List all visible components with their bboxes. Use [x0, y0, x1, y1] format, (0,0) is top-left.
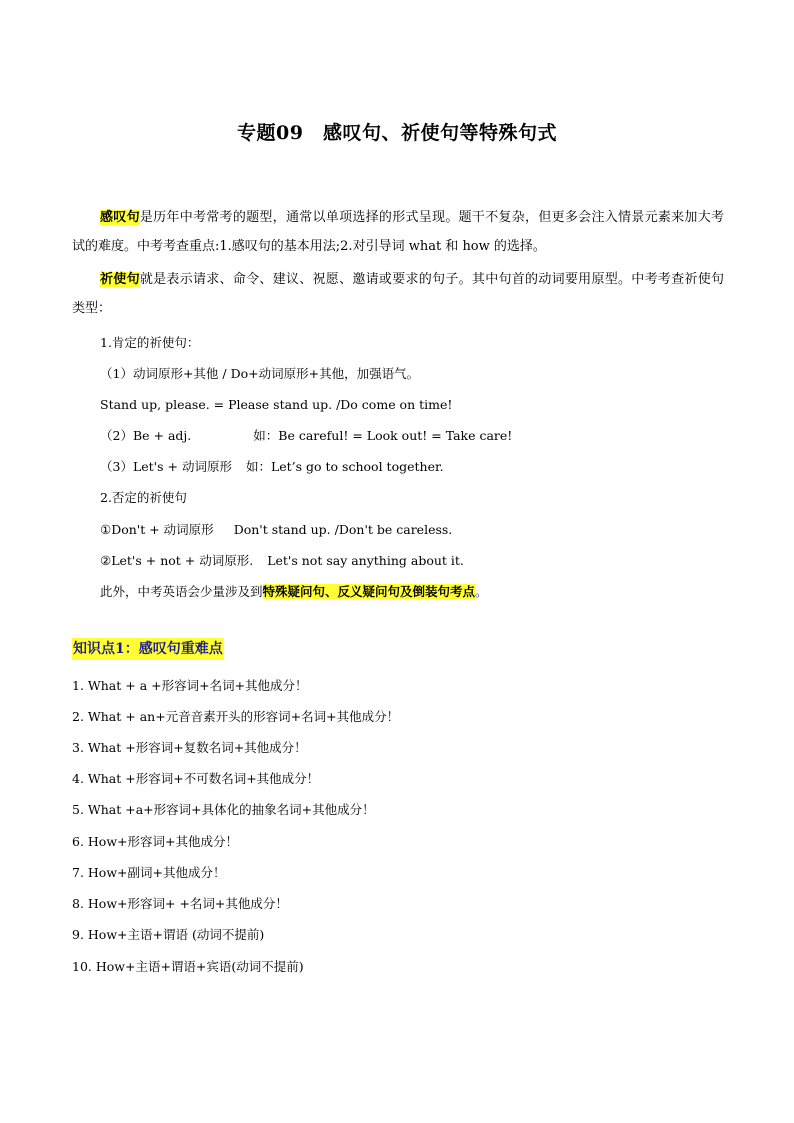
- neg-2-example: Let's not say anything about it.: [267, 553, 464, 568]
- neg-2-pattern: ②Let's + not + 动词原形.: [100, 553, 254, 568]
- highlight-imperative: 祈使句: [100, 272, 140, 287]
- list-item: 4. What +形容词+不可数名词+其他成分！: [72, 771, 320, 786]
- intro-paragraph-imperative: [72, 265, 724, 323]
- negative-rule-2: [100, 551, 464, 571]
- intro-paragraph-exclamatory: [72, 203, 724, 261]
- list-item: 10. How+主语+谓语+宾语(动词不提前): [72, 959, 304, 974]
- extra-note: [100, 582, 488, 602]
- negative-rule-1: [100, 520, 452, 540]
- affirmative-rule-2: [100, 426, 512, 446]
- list-item: 9. How+主语+谓语 (动词不提前): [72, 927, 265, 942]
- affirmative-rule-3: [100, 457, 444, 477]
- extra-note-end: 。: [475, 584, 488, 599]
- neg-1-pattern: ①Don't + 动词原形: [100, 522, 214, 537]
- extra-note-text: 此外，中考英语会少量涉及到: [100, 584, 263, 599]
- section-heading-exclamatory: 知识点1：感叹句重难点: [72, 638, 224, 660]
- list-item: 2. What + an+元音音素开头的形容词+名词+其他成分！: [72, 709, 400, 724]
- intro-text-exclamatory: 是历年中考常考的题型，通常以单项选择的形式呈现。题干不复杂，但更多会注入情景元素来加大考试的难度。中考考查重点:1.感叹句的基本用法;2.对引导词 what 和 how 的选择。: [72, 210, 724, 254]
- rule-3-example: 如：Let’s go to school together.: [245, 459, 444, 474]
- highlight-exclamatory: 感叹句: [100, 210, 140, 225]
- list-item: 6. How+形容词+其他成分！: [72, 834, 238, 849]
- list-item: 1. What + a +形容词+名词+其他成分！: [72, 678, 308, 693]
- affirmative-example-1: Stand up, please. = Please stand up. /Do come on time!: [100, 397, 453, 412]
- affirmative-heading: 1.肯定的祈使句：: [100, 335, 200, 350]
- list-item: 3. What +形容词+复数名词+其他成分！: [72, 740, 307, 755]
- neg-1-example: Don't stand up. /Don't be careless.: [233, 522, 453, 537]
- negative-heading: 2.否定的祈使句: [100, 490, 187, 505]
- rule-3-pattern: （3）Let's + 动词原形: [100, 459, 232, 474]
- rule-2-example: 如：Be careful! = Look out! = Take care!: [253, 428, 513, 443]
- affirmative-rule-1: （1）动词原形+其他 / Do+动词原形+其他，加强语气。: [100, 366, 420, 381]
- list-item: 8. How+形容词+ +名词+其他成分！: [72, 896, 288, 911]
- list-item: 5. What +a+形容词+具体化的抽象名词+其他成分！: [72, 802, 375, 817]
- list-item: 7. How+副词+其他成分！: [72, 865, 226, 880]
- extra-note-highlight: 特殊疑问句、反义疑问句及倒装句考点: [262, 584, 476, 599]
- intro-text-imperative: 就是表示请求、命令、建议、祝愿、邀请或要求的句子。其中句首的动词要用原型。中考考查祈使句类型：: [72, 272, 724, 316]
- page-title: 专题09 感叹句、祈使句等特殊句式: [237, 122, 557, 144]
- rule-2-pattern: （2）Be + adj.: [100, 428, 192, 443]
